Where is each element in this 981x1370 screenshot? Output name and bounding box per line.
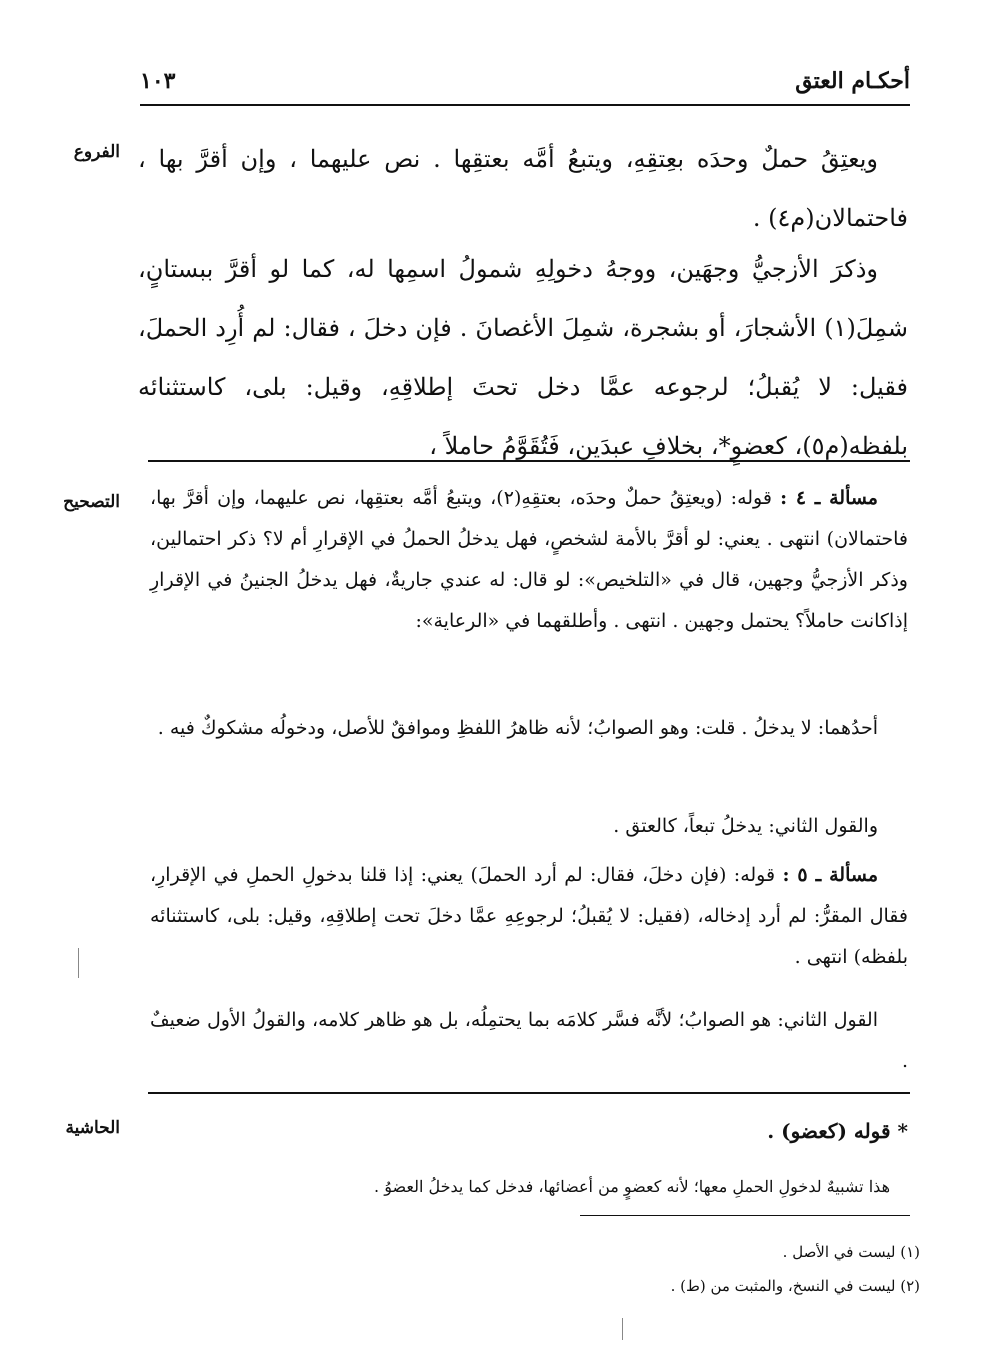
masala-4-first-opinion: أحدُهما: لا يدخلُ . قلت: وهو الصوابُ؛ لأنه ظاهرُ اللفظِ وموافقٌ للأصل، ودخولُه مشكوكٌ فيه . — [157, 717, 878, 739]
masala-4-second-opinion: والقول الثاني: يدخلُ تبعاً، كالعتق . — [613, 815, 878, 837]
section-divider — [148, 460, 910, 462]
scan-mark — [78, 948, 79, 978]
scan-mark — [622, 1318, 623, 1340]
tashih-masala-4 — [150, 478, 908, 642]
margin-label-furu: الفروع — [73, 142, 120, 162]
tashih-masala-5 — [150, 855, 908, 978]
running-title: أحكـام العتق — [795, 68, 910, 94]
footnote-2: (٢) ليست في النسخ، والمثبت من (ط) . — [670, 1277, 920, 1295]
hashiya-note: هذا تشبيهٌ لدخولِ الحملِ معها؛ لأنه كعضوٍ من أعضائها، فدخل كما يدخلُ العضوُ . — [374, 1177, 890, 1196]
masala-5-label: مسألة ـ ٥ : — [782, 864, 878, 886]
masala-4-label: مسألة ـ ٤ : — [780, 487, 878, 509]
footnote-1: (١) ليست في الأصل . — [782, 1243, 920, 1261]
masala-5-text: قوله: (فإن دخلَ، فقال: لم أرد الحملَ) يعني: إذا قلنا بدخولِ الحملِ في الإقرارِ، فقال المقرُّ: لم أرد إدخاله، (فقيل: لا يُقبلُ؛ لرجوعِهِ عمَّا دخلَ تحت إطلاقِهِ، وقيل: بلى، كاستثنائه بلفظه) انتهى . — [150, 864, 908, 968]
masala-5-second-opinion: القول الثاني: هو الصوابُ؛ لأنَّه فسَّر كلامَه بما يحتمِلُه، بل هو ظاهر كلامه، والقولُ الأول ضعيفٌ . — [150, 1009, 908, 1072]
masala-4-text: قوله: (ويعتِقُ حملٌ وحدَه، بعتقِهِ(٢)، ويتبعُ أمَّه بعتقِها، نص عليهما، وإن أقرَّ بها، فاحتمالان) انتهى . يعني: لو أقرَّ بالأمة لشخصٍ، فهل يدخلُ الحملُ في الإقرارِ أم لا؟ ذكر احتمالين، وذكر الأزجيُّ وجهين، قال في «التلخيص»: لو قال: له عندي جاريةٌ، فهل يدخلُ الجنينُ في الإقرارِ إذاكانت حاملاً؟ يحتمل وجهين . انتهى . وأطلقهما في «الرعاية»: — [150, 487, 908, 632]
page-number: ١٠٣ — [140, 68, 176, 94]
furu-paragraph-2: وذكرَ الأزجيُّ وجهَين، ووجهُ دخولِهِ شمولُ اسمِها له، كما لو أقرَّ ببستانٍ، شمِلَ(١) الأشجارَ، أو بشجرة، شمِلَ الأغصانَ . فإن دخلَ ، فقال: لم أُرِد الحملَ، فقيل: لا يُقبلُ؛ لرجوعه عمَّا دخل تحتَ إطلاقِهِ، وقيل: بلى، كاستثنائه بلفظه(م٥)، كعضوٍ*، بخلافِ عبدَين، فَتُقَوَّمُ حاملاً ، — [138, 255, 909, 460]
furu-paragraph-1: ويعتِقُ حملٌ وحدَه بعِتقِهِ، ويتبعُ أمَّه بعتقِها . نص عليهما ، وإن أقرَّ بها ، فاحتمالان(م٤) . — [138, 145, 908, 232]
margin-label-tashih: التصحيح — [63, 492, 120, 512]
header-rule — [140, 104, 910, 106]
section-divider-2 — [148, 1092, 910, 1094]
footnote-rule — [580, 1215, 910, 1216]
hashiya-title: * قوله (كعضو) . — [767, 1119, 908, 1143]
margin-label-hashiya: الحاشية — [65, 1118, 120, 1138]
page-header — [140, 62, 910, 102]
